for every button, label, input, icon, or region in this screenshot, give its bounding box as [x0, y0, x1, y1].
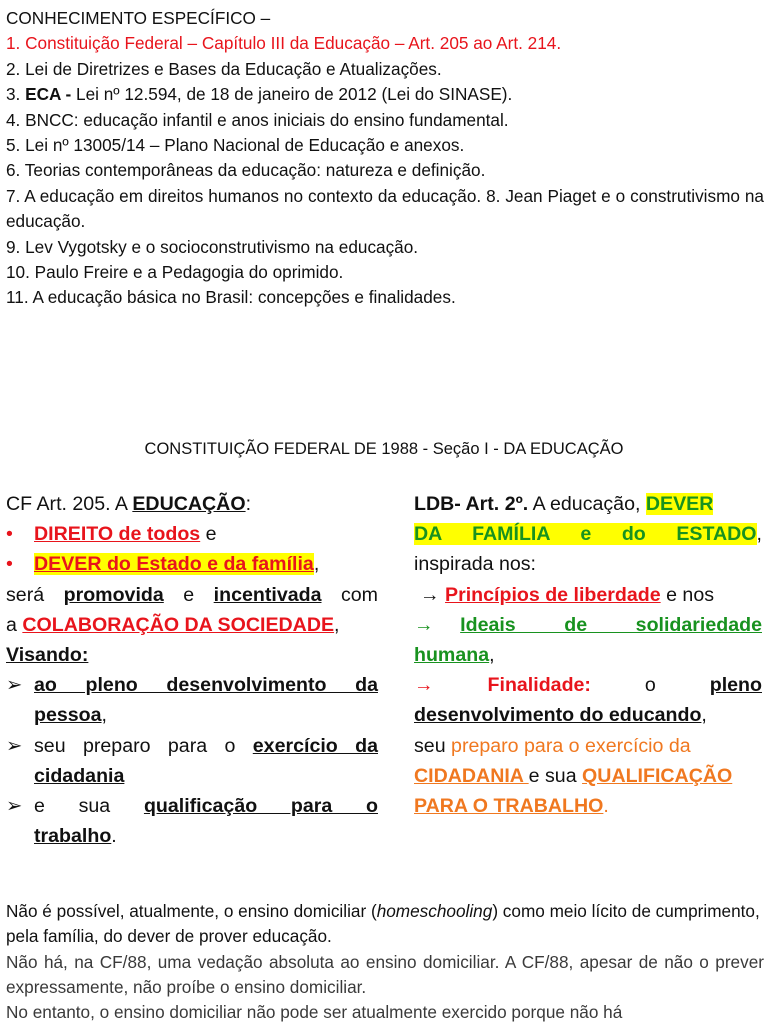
right-line-6: humana,	[414, 644, 495, 667]
arrow-icon: →	[420, 583, 440, 606]
topic-3: 3. ECA - Lei nº 12.594, de 18 de janeiro de 2012 (Lei do SINASE).	[6, 84, 513, 105]
arrow-icon: ➢	[6, 734, 23, 757]
left-line-2: • DIREITO de todos e	[6, 519, 378, 549]
right-line-5: → Ideais de solidariedade	[414, 613, 762, 636]
left-item-2: ➢ seu preparo para o exercício da	[6, 731, 378, 761]
left-line-3: • DEVER do Estado e da família,	[6, 549, 378, 579]
arrow-icon: →	[414, 674, 434, 697]
header: CONHECIMENTO ESPECÍFICO –	[6, 8, 271, 28]
arrow-icon: ➢	[6, 674, 23, 697]
footer-paragraph-1: Não é possível, atualmente, o ensino domiciliar (homeschooling) como meio lícito de cumprimento, pela família, do dever de prover educação.	[6, 901, 760, 946]
left-item-3: ➢ e sua qualificação para o	[6, 791, 378, 821]
topic-1: 1. Constituição Federal – Capítulo III da Educação – Art. 205 ao Art. 214.	[6, 33, 562, 54]
left-line-1: CF Art. 205. A EDUCAÇÃO:	[6, 493, 252, 515]
topic-4: 4. BNCC: educação infantil e anos iniciais do ensino fundamental.	[6, 109, 509, 130]
topic-7: 7. A educação em direitos humanos no contexto da educação. 8. Jean Piaget e o construtivismo na educação.	[6, 185, 764, 232]
left-line-4: será promovida e incentivada com	[6, 583, 378, 606]
right-line-7: → Finalidade: o pleno	[414, 674, 762, 697]
left-item-1: ➢ ao pleno desenvolvimento da	[6, 670, 378, 700]
arrow-icon: ➢	[6, 795, 23, 818]
right-line-10: CIDADANIA e sua QUALIFICAÇÃO	[414, 764, 733, 787]
cf-art-205: CF Art. 205. A EDUCAÇÃO: • DIREITO de todos e • DEVER do Estado e da família, será promovida e incentivada com a COLABORAÇÃO DA SOCIEDADE, Visando: ➢ ao pleno desenvolvimento da pessoa, ➢ seu preparo para o exercício da cidadania ➢ e sua qualificação para o trabalho.	[6, 489, 378, 851]
topic-5: 5. Lei nº 13005/14 – Plano Nacional de Educação e anexos.	[6, 135, 465, 156]
topic-11: 11. A educação básica no Brasil: concepções e finalidades.	[6, 287, 456, 308]
section-title: CONSTITUIÇÃO FEDERAL DE 1988 - Seção I - DA EDUCAÇÃO	[144, 440, 624, 458]
topic-9: 9. Lev Vygotsky e o socioconstrutivismo na educação.	[6, 236, 419, 257]
footer-paragraph-3: No entanto, o ensino domiciliar não pode ser atualmente exercido porque não há	[6, 1002, 623, 1022]
left-line-6: Visando:	[6, 644, 89, 667]
arrow-icon: →	[414, 613, 434, 636]
topic-10: 10. Paulo Freire e a Pedagogia do oprimido.	[6, 262, 344, 283]
bullet-icon: •	[6, 523, 13, 546]
right-line-4: → Princípios de liberdade e nos	[420, 583, 715, 606]
topic-2: 2. Lei de Diretrizes e Bases da Educação e Atualizações.	[6, 58, 442, 79]
right-line-9: seu preparo para o exercício da	[414, 734, 691, 757]
bullet-icon: •	[6, 553, 13, 576]
right-line-2: DA FAMÍLIA e do ESTADO,	[414, 523, 762, 546]
topic-6: 6. Teorias contemporâneas da educação: natureza e definição.	[6, 160, 486, 181]
ldb-art-2	[414, 489, 762, 821]
topics-list	[6, 6, 764, 311]
right-line-1: LDB- Art. 2º. A educação, DEVER	[414, 493, 714, 515]
footer-paragraph-2: Não há, na CF/88, uma vedação absoluta ao ensino domiciliar. A CF/88, apesar de não o prever expressamente, não proíbe o ensino domiciliar.	[6, 952, 764, 997]
right-line-3: inspirada nos:	[414, 553, 536, 576]
right-line-8: desenvolvimento do educando,	[414, 704, 707, 727]
left-line-5: a COLABORAÇÃO DA SOCIEDADE,	[6, 613, 340, 636]
right-line-11: PARA O TRABALHO.	[414, 795, 609, 818]
